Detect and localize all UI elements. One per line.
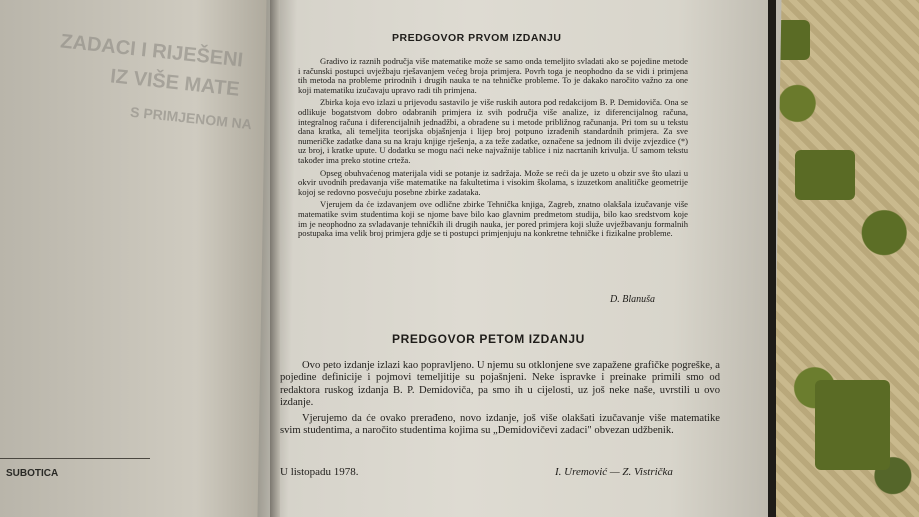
bleed-through-text: S PRIMJENOM NA <box>129 103 253 133</box>
paragraph: Vjerujem da će izdavanjem ove odlične zbirke Tehnička knjiga, Zagreb, znatno olakšala izučavanje više matematike svim studentima koji se njome bave bilo kao glavnim predmetom studija, bilo kao sredstvom koje im je neophodno za svladavanje tehničkih ili drugih nauka, jer pored primjera koji služe uvježbavanju formalnih postupaka ima velik broj primjera gdje se ti postupci primjenjuju na konkretne tehničke i fizikalne probleme. <box>298 199 688 239</box>
book-gutter <box>270 0 280 517</box>
footer-rule <box>0 458 150 459</box>
preface-date: U listopadu 1978. <box>280 466 359 478</box>
bleed-through-text: IZ VIŠE MATE <box>109 65 241 101</box>
paragraph: Opseg obuhvaćenog materijala vidi se potanje iz sadržaja. Može se reći da je uzeto u obzir sve što ulazi u okvir uvodnih predavanja više matematike na fakultetima i visokim školama, s izuzetkom analitičke geometrije kojoj se redovno posvećuju posebne zbirke zadataka. <box>298 167 688 197</box>
preface-fifth-title: PREDGOVOR PETOM IZDANJU <box>392 332 585 346</box>
paragraph: Ovo peto izdanje izlazi kao popravljeno. U njemu su otklonjene sve zapažene grafičke pogreške, a pojedine definicije i pojmovi temeljitije su pojašnjeni. Neke ispravke i preinake primili smo od redaktora ruskog izdanja B. P. Demidoviča, pa smo ih u cijelosti, uz još neke naše, uvrstili u ovo izdanje. <box>280 360 720 409</box>
preface-fifth-body <box>280 360 720 440</box>
left-page <box>0 0 280 517</box>
paragraph: Vjerujemo da će ovako prerađeno, novo izdanje, još više olakšati izučavanje više matematike svim studentima, a naročito studentima kojima su „Demidovičevi zadaci" obvezan udžbenik. <box>280 412 720 437</box>
book-cover-edge <box>768 0 776 517</box>
bleed-through-text: ZADACI I RIJEŠENI <box>59 30 245 72</box>
preface-first-body <box>298 57 688 242</box>
cloth-pattern <box>795 150 855 200</box>
cloth-pattern <box>815 380 890 470</box>
preface-first-title: PREDGOVOR PRVOM IZDANJU <box>392 32 562 44</box>
footer-place: SUBOTICA <box>6 468 59 479</box>
paragraph: Zbirka koja evo izlazi u prijevodu sastavilo je više ruskih autora pod redakcijom B. P. Demidoviča. Ona se odlikuje bogatstvom dobro odabranih primjera iz svih područja više analize, iz diferencijalnog računa, integralnog računa i diferencijalnih jednadžbi, a obrađene su i metode približnog računanja. Pri tom su u tekstu dana kratka, ali temeljita teorijska objašnjenja i lijep broj potpuno izrađenih standardnih primjera. Za sve numeričke zadatke dana su na kraju knjige rješenja, a za teže zadatke, označene sa jednom ili dvije zvjezdice (*) uz broj, i kratke upute. U dodatku se mogu naći neke najvažnije tablice i niz nacrtanih krivulja. U samom tekstu također ima preko stotine crteža. <box>298 97 688 165</box>
signature: D. Blanuša <box>610 294 655 305</box>
paragraph: Gradivo iz raznih područja više matematike može se samo onda temeljito svladati ako se pojedine metode i računski postupci uvježbaju rješavanjem većeg broja primjera. Povrh toga je neophodno da se vidi i primjena tih metoda na probleme prirodnih i drugih nauka te na tehničke probleme. To je dakako naročito važno za one koji matematiku izučavaju upravo radi tih primjena. <box>298 56 688 95</box>
preface-authors: I. Uremović — Z. Vistrička <box>555 466 673 478</box>
